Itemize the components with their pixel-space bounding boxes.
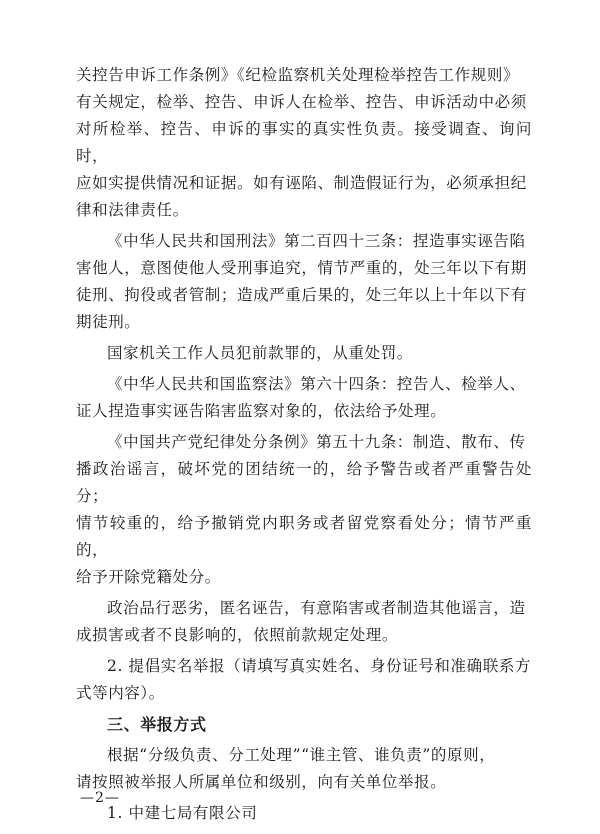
text-line: 应如实提供情况和证据。如有诬陷、制造假证行为，必须承担纪 — [76, 174, 527, 192]
text-line: 关控告申诉工作条例》《纪检监察机关处理检举控告工作规则》 — [76, 66, 520, 84]
text-line: 播政治谣言，破坏党的团结统一的，给予警告或者严重警告处分； — [76, 460, 532, 505]
text-line: 徒刑、拘役或者管制；造成严重后果的，处三年以上十年以下有 — [76, 286, 527, 304]
paragraph-criminal-law — [76, 228, 532, 336]
text-line: 请按照被举报人所属单位和级别，向有关单位举报。 — [76, 773, 447, 791]
text-line: 给予开除党籍处分。 — [76, 568, 221, 586]
text-line: 情节较重的，给予撤销党内职务或者留党察看处分；情节严重的， — [76, 514, 532, 559]
text-line: 害他人，意图使他人受刑事追究，情节严重的，处三年以下有期 — [76, 259, 527, 277]
paragraph-state-officials — [76, 340, 532, 367]
text-line: 《中国共产党纪律处分条例》第五十九条：制造、散布、传 — [107, 433, 526, 451]
text-line: 政治品行恶劣，匿名诬告，有意陷害或者制造其他谣言，造 — [107, 599, 526, 617]
paragraph-party-discipline — [76, 429, 532, 591]
paragraph-reporting-principle — [76, 742, 532, 796]
text-line: 根据“分级负责、分工处理”“谁主管、谁负责”的原则， — [107, 746, 496, 764]
text-line: 1. 中建七局有限公司 — [107, 804, 258, 822]
page-number: —2— — [80, 790, 120, 806]
text-line: 有关规定，检举、控告、申诉人在检举、控告、申诉活动中必须 — [76, 93, 527, 111]
text-line: 《中华人民共和国监察法》第六十四条：控告人、检举人、 — [107, 375, 526, 393]
section-heading-report-methods: 三、举报方式 — [107, 715, 207, 734]
text-line: 2. 提倡实名举报（请填写真实姓名、身份证号和准确联系方 — [107, 657, 532, 675]
text-line: 证人捏造事实诬告陷害监察对象的，依法给予处理。 — [76, 402, 447, 420]
paragraph-regulation-responsibility — [76, 62, 532, 224]
text-line: 期徒刑。 — [76, 313, 141, 331]
text-line: 《中华人民共和国刑法》第二百四十三条：捏造事实诬告陷 — [107, 232, 526, 250]
paragraph-supervision-law — [76, 371, 532, 425]
paragraph-political-conduct — [76, 595, 532, 649]
text-line: 律和法律责任。 — [76, 201, 189, 219]
text-line: 成损害或者不良影响的，依照前款规定处理。 — [76, 626, 399, 644]
paragraph-company-item — [76, 800, 532, 827]
text-line: 对所检举、控告、申诉的事实的真实性负责。接受调查、询问时， — [76, 120, 532, 165]
paragraph-real-name-report — [76, 653, 532, 707]
document-body — [76, 62, 532, 831]
text-line: 国家机关工作人员犯前款罪的，从重处罚。 — [107, 344, 413, 362]
text-line: 式等内容）。 — [76, 684, 165, 702]
